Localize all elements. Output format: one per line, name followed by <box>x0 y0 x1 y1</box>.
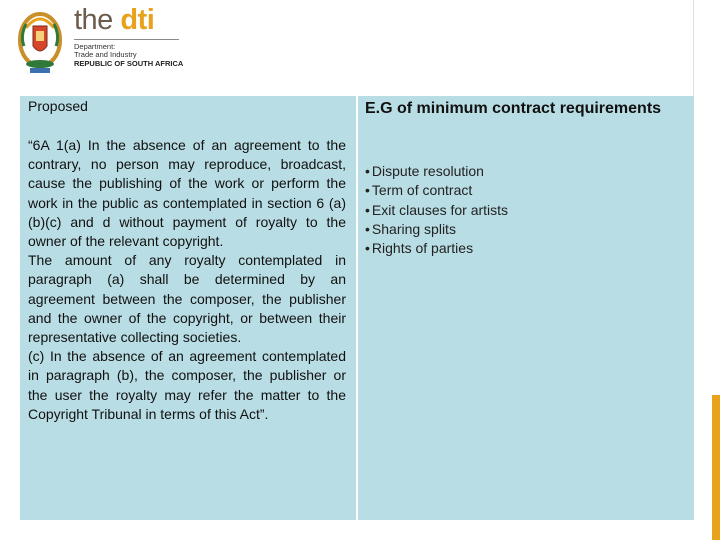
bullet-icon: • <box>365 220 370 237</box>
clause-paragraph-1: “6A 1(a) In the absence of an agreement to the contrary, no person may reproduce, broadcast, cause the publishing of the work or perform the work in the public as contemplated in section 6 (a)(b)(c) and d without payment of royalty to the owner of the relevant copyright. <box>28 137 346 250</box>
requirements-panel <box>358 96 694 520</box>
bullet-icon: • <box>365 163 370 179</box>
proposed-clause-text <box>28 136 346 424</box>
brand-logo <box>74 4 154 37</box>
proposed-heading: Proposed <box>28 98 88 114</box>
bullet-icon: • <box>365 201 370 218</box>
brand-the: the <box>74 4 113 36</box>
list-item: • Term of contract <box>365 182 473 199</box>
header <box>0 0 720 88</box>
list-item: • Exit clauses for artists <box>365 201 509 218</box>
clause-paragraph-3: (c) In the absence of an agreement contemplated in paragraph (b), the composer, the publisher or the user the royalty may refer the matter to the Copyright Tribunal in terms of this Act”. <box>28 348 346 422</box>
bullet-icon: • <box>365 240 370 257</box>
requirements-heading: E.G of minimum contract requirements <box>365 100 662 117</box>
coat-of-arms-icon <box>14 6 66 78</box>
accent-bar <box>712 395 720 540</box>
bullet-icon: • <box>365 182 370 199</box>
brand-divider <box>74 39 179 40</box>
dept-line-3: REPUBLIC OF SOUTH AFRICA <box>74 58 184 68</box>
edge-divider <box>693 0 694 96</box>
clause-paragraph-2: The amount of any royalty contemplated in paragraph (a) shall be determined by an agreement between the composer, the publisher and the owner of the copyright, or between their representative collecting societies. <box>28 252 346 346</box>
list-item: • Dispute resolution <box>365 163 484 179</box>
brand-dti: dti <box>120 4 155 36</box>
department-text <box>74 43 183 68</box>
list-item: • Rights of parties <box>365 240 474 257</box>
list-item: • Sharing splits <box>365 220 456 237</box>
footer-strip <box>0 520 720 540</box>
dept-line-1: Department: <box>74 42 116 51</box>
requirements-list <box>365 162 508 258</box>
dept-line-2: Trade and Industry <box>74 50 137 60</box>
